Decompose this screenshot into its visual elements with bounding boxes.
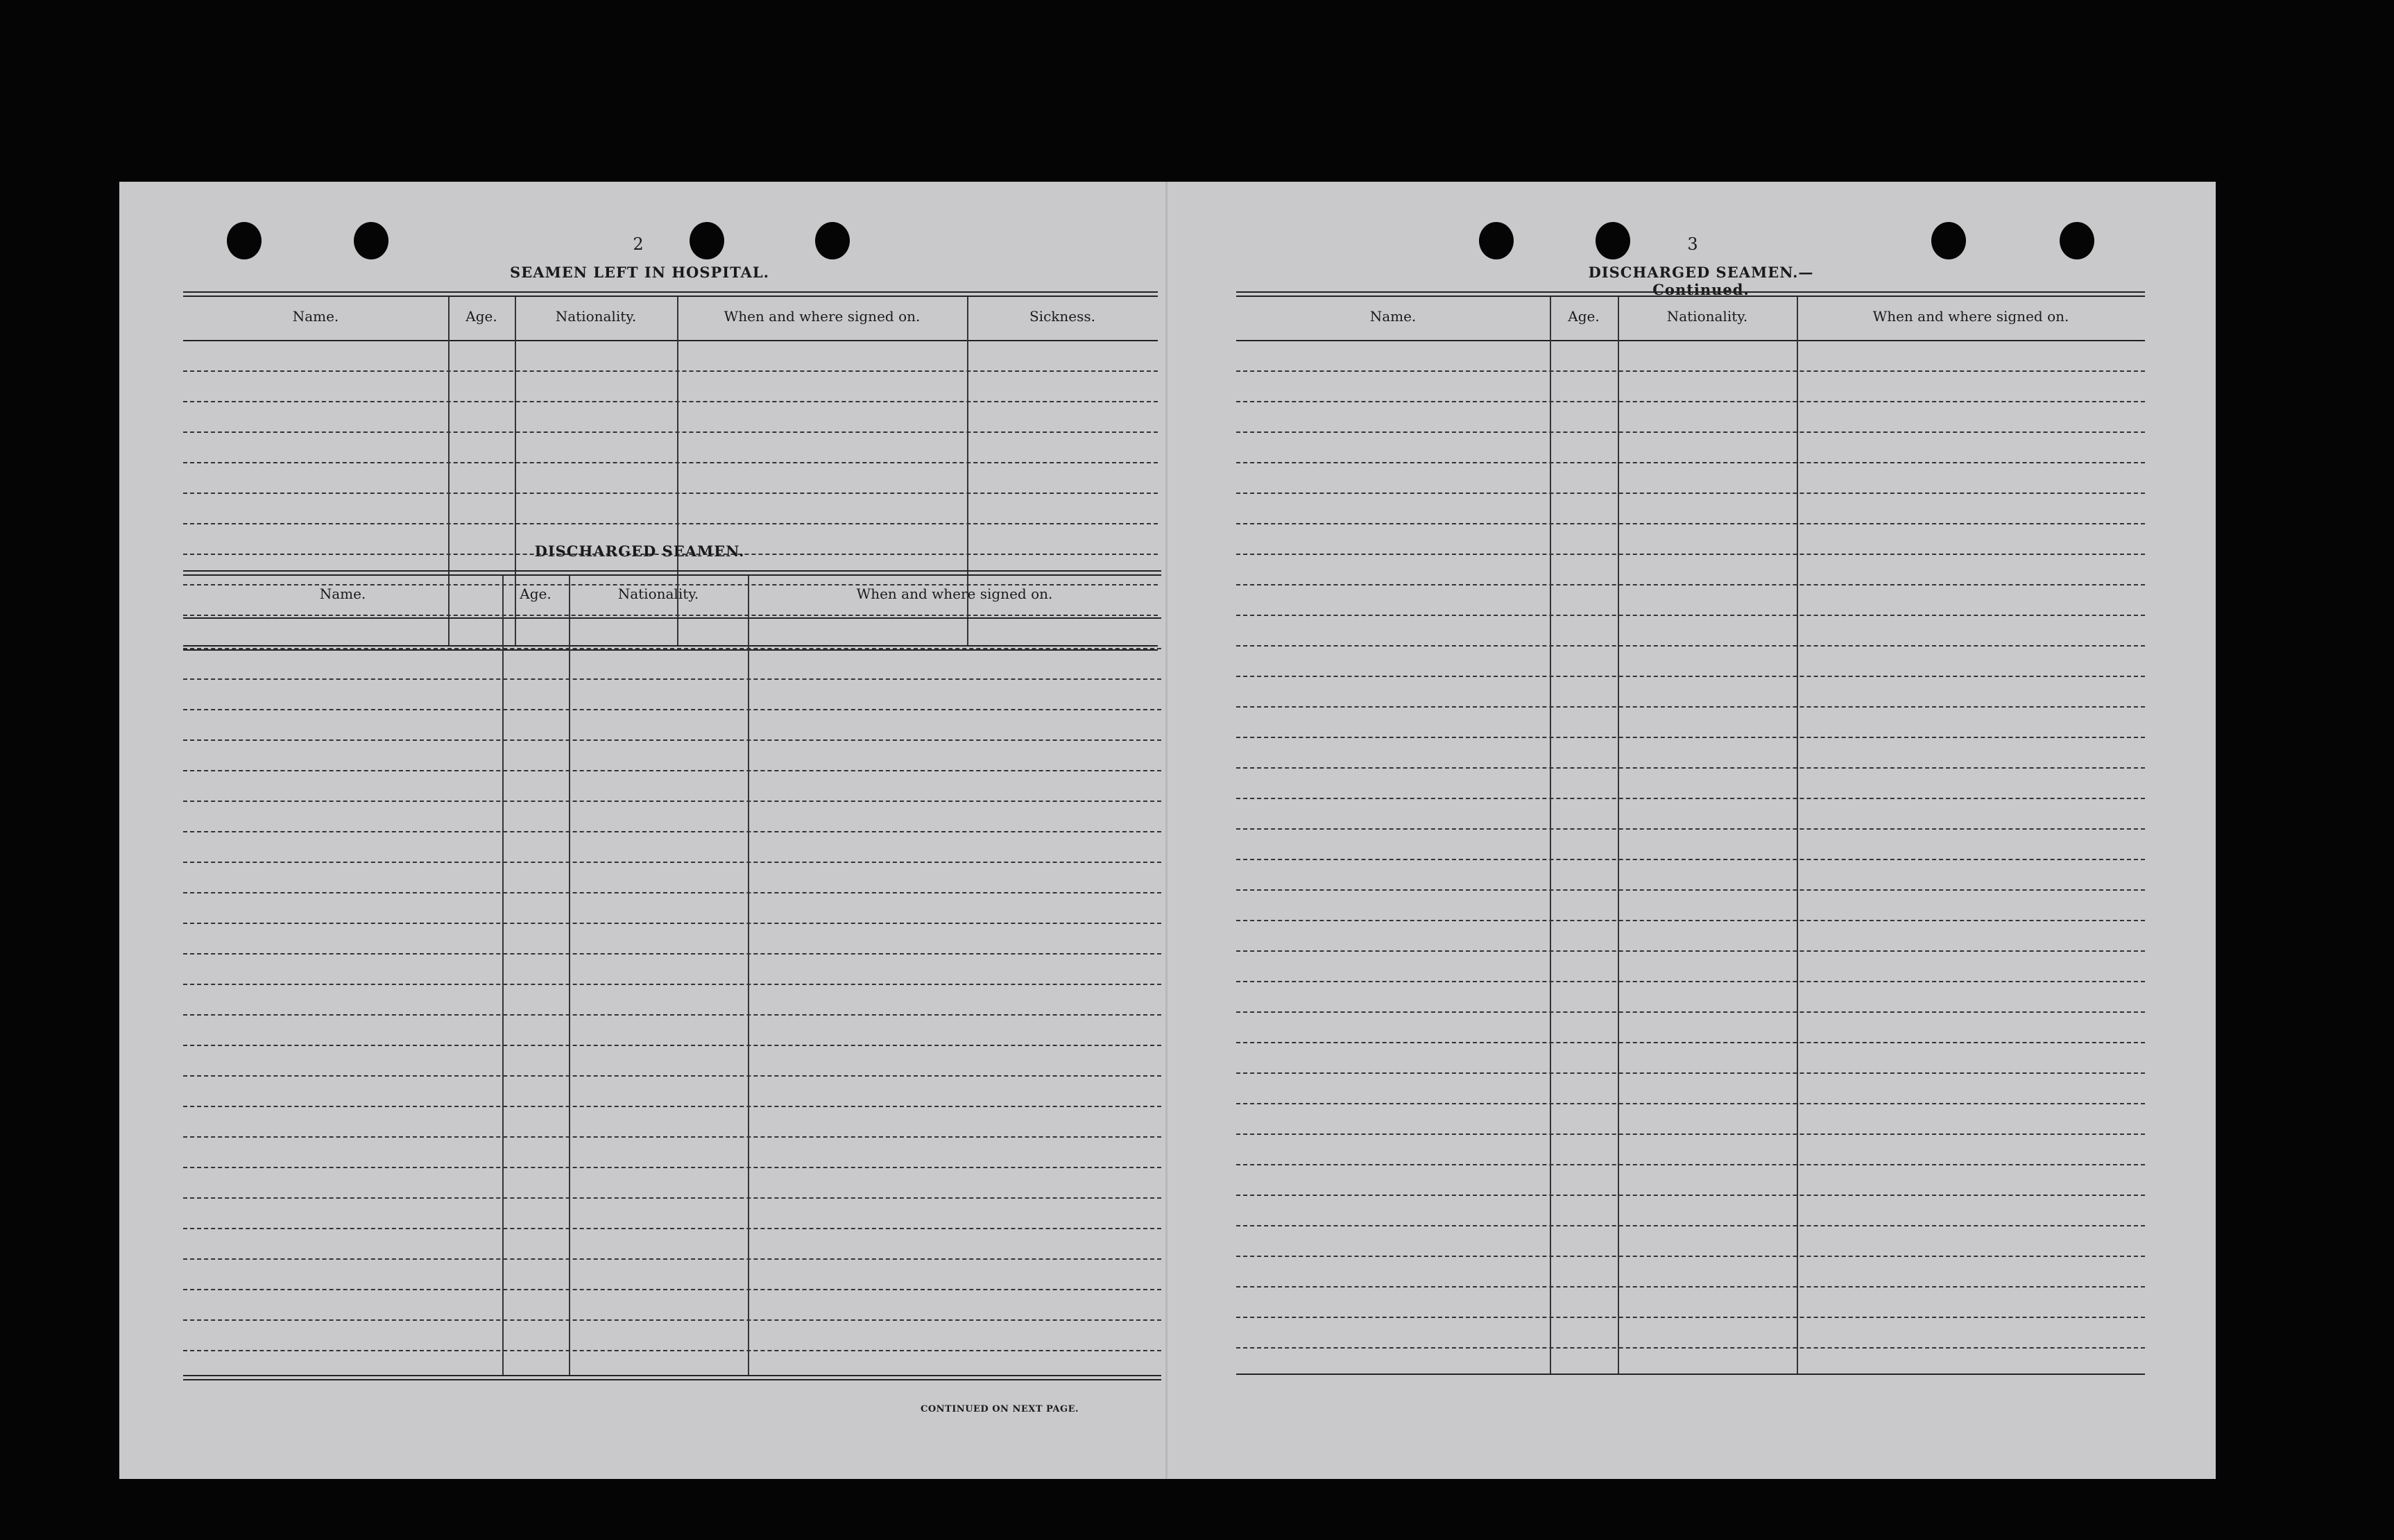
page-number: 2	[633, 234, 644, 254]
entry-row-line	[1236, 523, 2145, 524]
page-number: 3	[1687, 234, 1698, 254]
entry-row-line	[1236, 981, 2145, 982]
entry-row-line	[183, 431, 1158, 433]
entry-row-line	[183, 523, 1158, 524]
entry-row-line	[1236, 1103, 2145, 1104]
column-divider	[502, 576, 504, 1375]
entry-row-line	[1236, 889, 2145, 891]
entry-row-line	[183, 1258, 1161, 1260]
entry-row-line	[1236, 828, 2145, 830]
column-header-age: Age.	[520, 585, 552, 602]
entry-row-line	[1236, 431, 2145, 433]
entry-row-line	[183, 1167, 1161, 1168]
entry-row-line	[183, 1136, 1161, 1138]
column-header-age: Age.	[1568, 308, 1600, 325]
column-header-nationality: Nationality.	[617, 585, 699, 602]
column-header-name: Name.	[292, 308, 339, 325]
entry-row-line	[183, 1228, 1161, 1229]
column-header-nationality: Nationality.	[1666, 308, 1748, 325]
entry-row-line	[183, 1045, 1161, 1046]
table-rule	[183, 1375, 1161, 1376]
table-rule	[1236, 296, 2145, 297]
entry-row-line	[1236, 676, 2145, 677]
entry-row-line	[1236, 554, 2145, 555]
entry-row-line	[183, 923, 1161, 924]
column-header-name: Name.	[319, 585, 366, 602]
table-rule	[183, 570, 1161, 572]
entry-row-line	[183, 953, 1161, 955]
punch-hole	[1479, 222, 1514, 259]
entry-row-line	[183, 615, 1158, 616]
table-rule	[183, 574, 1161, 576]
column-header-signed-on: When and where signed on.	[856, 585, 1053, 602]
entry-row-line	[1236, 401, 2145, 402]
entry-row-line	[183, 1319, 1161, 1321]
table-rule	[183, 617, 1161, 619]
left-page	[119, 182, 1167, 1479]
entry-row-line	[183, 678, 1161, 680]
punch-hole	[815, 222, 850, 259]
entry-row-line	[1236, 920, 2145, 921]
entry-row-line	[1236, 462, 2145, 463]
table-rule	[183, 296, 1158, 297]
column-header-nationality: Nationality.	[555, 308, 637, 325]
entry-row-line	[183, 1106, 1161, 1107]
entry-row-line	[183, 831, 1161, 832]
column-header-age: Age.	[465, 308, 497, 325]
entry-row-line	[1236, 950, 2145, 952]
column-header-signed-on: When and where signed on.	[1872, 308, 2069, 325]
punch-hole	[1931, 222, 1966, 259]
entry-row-line	[1236, 767, 2145, 769]
entry-row-line	[1236, 1164, 2145, 1165]
entry-row-line	[1236, 645, 2145, 647]
punch-hole	[1596, 222, 1630, 259]
continued-note: CONTINUED ON NEXT PAGE.	[921, 1404, 1079, 1414]
column-header-sickness: Sickness.	[1029, 308, 1096, 325]
table-rule	[183, 291, 1158, 293]
entry-row-line	[183, 493, 1158, 494]
entry-row-line	[1236, 1042, 2145, 1043]
table-rule	[1236, 291, 2145, 293]
entry-row-line	[183, 370, 1158, 372]
punch-hole	[690, 222, 724, 259]
punch-hole	[354, 222, 388, 259]
table-rule	[1236, 1374, 2145, 1375]
table-rule	[183, 649, 1158, 651]
entry-row-line	[183, 801, 1161, 802]
entry-row-line	[1236, 1072, 2145, 1074]
entry-row-line	[1236, 493, 2145, 494]
entry-row-line	[183, 1075, 1161, 1077]
entry-row-line	[1236, 1133, 2145, 1135]
entry-row-line	[183, 984, 1161, 985]
entry-row-line	[183, 1289, 1161, 1290]
column-divider	[569, 576, 570, 1375]
table-rule	[183, 645, 1158, 647]
table-rule	[183, 340, 1158, 341]
entry-row-line	[1236, 370, 2145, 372]
entry-row-line	[1236, 1286, 2145, 1287]
scanned-document	[119, 182, 2216, 1479]
section-title-discharged: DISCHARGED SEAMEN.	[534, 542, 745, 560]
entry-row-line	[1236, 1011, 2145, 1013]
column-header-signed-on: When and where signed on.	[724, 308, 921, 325]
entry-row-line	[183, 1197, 1161, 1199]
punch-hole	[227, 222, 262, 259]
entry-row-line	[1236, 859, 2145, 860]
entry-row-line	[183, 892, 1161, 893]
entry-row-line	[183, 862, 1161, 863]
section-title-discharged-continued: DISCHARGED SEAMEN.—Continued.	[1588, 264, 1814, 298]
entry-row-line	[1236, 1195, 2145, 1196]
entry-row-line	[1236, 737, 2145, 738]
table-rule	[183, 1379, 1161, 1380]
entry-row-line	[183, 401, 1158, 402]
entry-row-line	[183, 739, 1161, 741]
entry-row-line	[183, 648, 1161, 649]
entry-row-line	[183, 462, 1158, 463]
entry-row-line	[1236, 706, 2145, 708]
entry-row-line	[1236, 1256, 2145, 1257]
entry-row-line	[183, 709, 1161, 710]
entry-row-line	[183, 1014, 1161, 1016]
entry-row-line	[1236, 1317, 2145, 1318]
column-divider	[1618, 297, 1619, 1374]
right-page	[1167, 182, 2216, 1479]
entry-row-line	[1236, 1225, 2145, 1226]
entry-row-line	[1236, 1347, 2145, 1349]
column-divider	[1797, 297, 1798, 1374]
entry-row-line	[1236, 584, 2145, 585]
column-divider	[748, 576, 749, 1375]
entry-row-line	[1236, 798, 2145, 799]
section-title-hospital: SEAMEN LEFT IN HOSPITAL.	[510, 264, 769, 281]
entry-row-line	[1236, 615, 2145, 616]
punch-hole	[2060, 222, 2094, 259]
entry-row-line	[183, 770, 1161, 771]
entry-row-line	[183, 1350, 1161, 1351]
table-rule	[1236, 340, 2145, 341]
column-header-name: Name.	[1369, 308, 1417, 325]
column-divider	[1550, 297, 1551, 1374]
